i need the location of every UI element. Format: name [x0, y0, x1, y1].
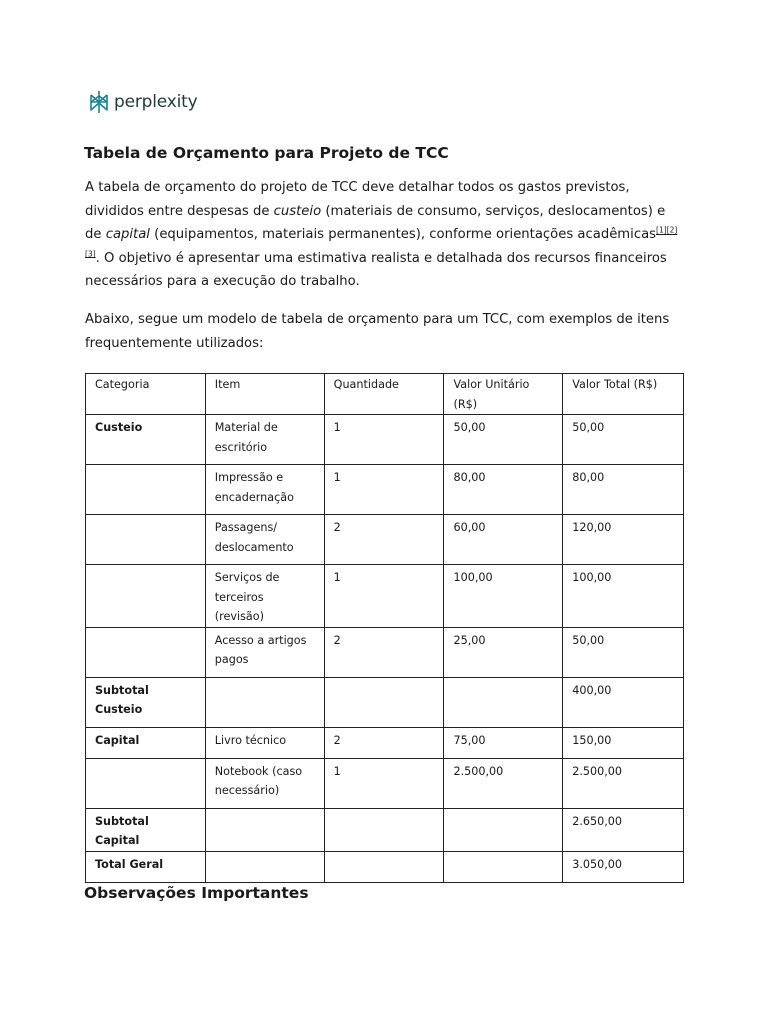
cell-categoria: Capital	[86, 727, 206, 758]
header-valor-unitario: Valor Unitário (R$)	[444, 374, 563, 415]
cell-quantidade	[324, 677, 444, 727]
cell-quantidade: 1	[324, 465, 444, 515]
table-row	[86, 727, 684, 758]
cell-valor-unitario: 50,00	[444, 415, 563, 465]
page-title: Tabela de Orçamento para Projeto de TCC	[84, 144, 449, 162]
cell-valor-unitario: 60,00	[444, 515, 563, 565]
cell-valor-unitario	[444, 677, 563, 727]
cell-valor-total: 50,00	[563, 415, 684, 465]
table-row-subtotal	[86, 677, 684, 727]
cell-item: Livro técnico	[205, 727, 324, 758]
intro-text-1: A tabela de orçamento do projeto de TCC deve detalhar todos os gastos previstos, divididos entre despesas de	[85, 180, 630, 219]
cell-quantidade: 1	[324, 415, 444, 465]
citation-link-2[interactable]: [2]	[666, 225, 678, 235]
intro-text-3: (equipamentos, materiais permanentes), conforme orientações acadêmicas	[149, 227, 657, 242]
cell-valor-unitario: 2.500,00	[444, 758, 563, 808]
cell-quantidade	[324, 808, 444, 851]
table-row-subtotal	[86, 808, 684, 851]
cell-quantidade: 2	[324, 627, 444, 677]
cell-item: Material de escritório	[205, 415, 324, 465]
table-row-total	[86, 851, 684, 882]
intro-text-2: (materiais de consumo, serviços, deslocamentos) e de	[85, 203, 666, 242]
cell-quantidade: 1	[324, 565, 444, 628]
perplexity-logo	[88, 90, 197, 114]
cell-valor-total: 100,00	[563, 565, 684, 628]
cell-item: Impressão e encadernação	[205, 465, 324, 515]
intro-emphasis-custeio: custeio	[273, 203, 322, 219]
table-row	[86, 465, 684, 515]
lead-paragraph: Abaixo, segue um modelo de tabela de orçamento para um TCC, com exemplos de itens frequentemente utilizados:	[85, 312, 670, 351]
cell-valor-total: 2.650,00	[563, 808, 684, 851]
cell-item: Acesso a artigos pagos	[205, 627, 324, 677]
cell-categoria	[86, 515, 206, 565]
table-row	[86, 758, 684, 808]
intro-paragraph	[85, 176, 685, 294]
cell-item: Notebook (caso necessário)	[205, 758, 324, 808]
cell-categoria: Subtotal Custeio	[86, 677, 206, 727]
cell-categoria	[86, 465, 206, 515]
header-item: Item	[205, 374, 324, 415]
table-row	[86, 515, 684, 565]
brand-name: perplexity	[114, 92, 198, 112]
cell-valor-unitario	[444, 851, 563, 882]
budget-table	[85, 373, 684, 883]
intro-emphasis-capital: capital	[105, 227, 150, 242]
table-row	[86, 627, 684, 677]
cell-quantidade: 2	[324, 515, 444, 565]
header-categoria: Categoria	[86, 374, 206, 415]
section-title-observacoes: Observações Importantes	[84, 884, 309, 902]
citation-link-3[interactable]: [3]	[85, 249, 96, 259]
cell-item	[205, 677, 324, 727]
cell-quantidade: 2	[324, 727, 444, 758]
cell-categoria: Custeio	[86, 415, 206, 465]
perplexity-logo-icon	[88, 90, 110, 114]
citation-link-1[interactable]: [1]	[656, 225, 667, 235]
cell-valor-unitario: 75,00	[444, 727, 563, 758]
cell-valor-total: 2.500,00	[563, 758, 684, 808]
header-quantidade: Quantidade	[324, 374, 444, 415]
cell-categoria	[86, 565, 206, 628]
cell-valor-total: 150,00	[563, 727, 684, 758]
table-row	[86, 565, 684, 628]
cell-item: Serviços de terceiros (revisão)	[205, 565, 324, 628]
cell-item	[205, 808, 324, 851]
header-valor-total: Valor Total (R$)	[563, 374, 684, 415]
cell-valor-total: 3.050,00	[563, 851, 684, 882]
cell-item	[205, 851, 324, 882]
cell-item: Passagens/ deslocamento	[205, 515, 324, 565]
cell-categoria	[86, 758, 206, 808]
cell-valor-unitario: 100,00	[444, 565, 563, 628]
cell-valor-total: 50,00	[563, 627, 684, 677]
cell-valor-unitario	[444, 808, 563, 851]
cell-quantidade	[324, 851, 444, 882]
intro-text-4: . O objetivo é apresentar uma estimativa realista e detalhada dos recursos financeiros necessários para a execução do trabalho.	[85, 250, 667, 289]
cell-valor-total: 400,00	[563, 677, 684, 727]
cell-categoria: Subtotal Capital	[86, 808, 206, 851]
cell-categoria: Total Geral	[86, 851, 206, 882]
cell-valor-unitario: 80,00	[444, 465, 563, 515]
cell-quantidade: 1	[324, 758, 444, 808]
table-header-row	[86, 374, 684, 415]
cell-valor-total: 120,00	[563, 515, 684, 565]
cell-valor-total: 80,00	[563, 465, 684, 515]
cell-categoria	[86, 627, 206, 677]
cell-valor-unitario: 25,00	[444, 627, 563, 677]
table-row	[86, 415, 684, 465]
